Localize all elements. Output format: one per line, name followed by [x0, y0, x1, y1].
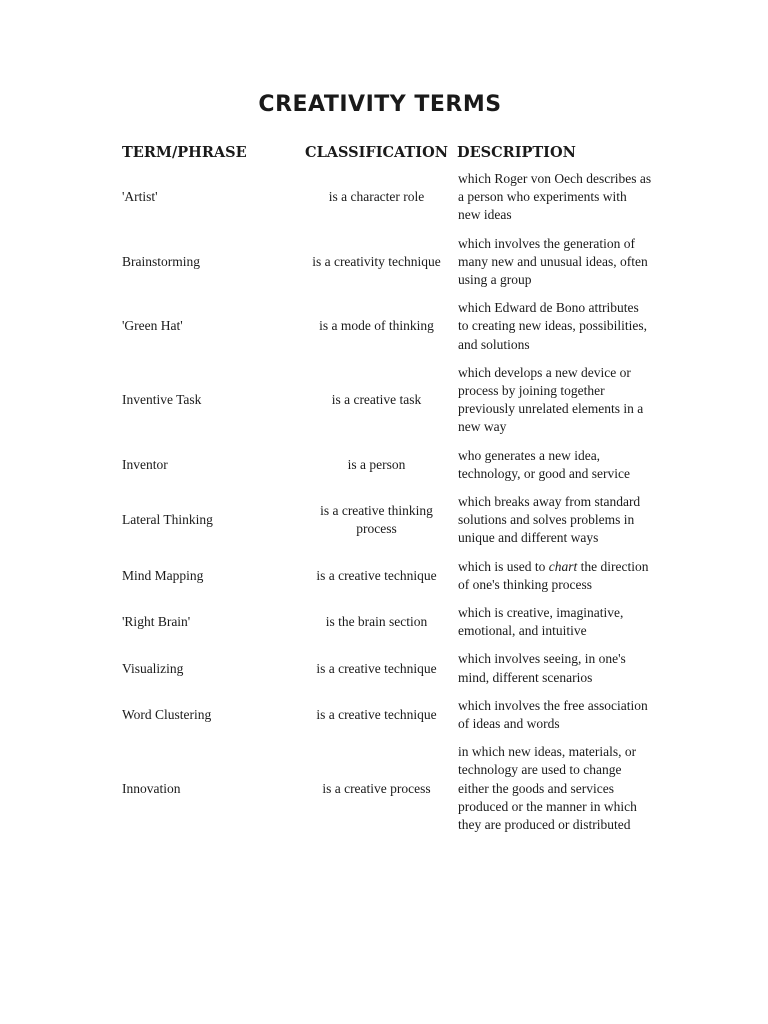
description-cell: which is creative, imaginative, emotional, and intuitive [458, 605, 624, 639]
description-cell: which Roger von Oech describes as a person who experiments with new ideas [458, 171, 652, 223]
description-cell: which Edward de Bono attributes to creating new ideas, possibilities, and solutions [458, 300, 647, 352]
description-cell [457, 558, 652, 604]
table-row [122, 235, 652, 300]
table-row [122, 604, 652, 650]
description-cell: who generates a new idea, technology, or good and service [458, 447, 630, 481]
classification-cell: is a creative technique [316, 706, 437, 722]
description-cell: in which new ideas, materials, or technology are used to change either the goods and services produced or the manner in which they are produced or distributed [458, 744, 637, 833]
description-text: which is used to [458, 558, 549, 574]
header-term: TERM/PHRASE [122, 144, 247, 161]
term-cell: Visualizing [122, 660, 184, 676]
terms-table [122, 142, 652, 844]
classification-cell: is a mode of thinking [319, 318, 434, 334]
table-row [122, 743, 652, 844]
description-text: the direction of one's thinking process [458, 558, 649, 592]
term-cell: Lateral Thinking [122, 512, 213, 528]
classification-cell: is the brain section [325, 614, 428, 630]
term-cell: Mind Mapping [122, 567, 204, 583]
term-cell: Inventive Task [122, 392, 202, 408]
classification-cell: is a creative thinking process [320, 503, 433, 537]
table-row [122, 170, 652, 235]
term-cell: 'Green Hat' [122, 318, 183, 334]
description-cell: which involves the generation of many new and unusual ideas, often using a group [458, 235, 648, 288]
term-cell: Inventor [122, 456, 168, 472]
table-row [122, 697, 652, 743]
classification-cell: is a character role [328, 189, 425, 205]
table-row [122, 650, 652, 696]
description-cell: which develops a new device or process by joining together previously unrelated elements in a new way [458, 364, 644, 435]
description-cell: which involves seeing, in one's mind, different scenarios [458, 651, 626, 685]
term-cell: Innovation [122, 780, 181, 796]
table-header-row [122, 142, 652, 170]
description-cell: which breaks away from standard solutions and solves problems in unique and different ways [458, 494, 641, 546]
classification-cell: is a creative technique [316, 660, 437, 676]
term-cell: Word Clustering [122, 706, 212, 722]
classification-cell: is a creative technique [316, 567, 437, 583]
classification-cell: is a creativity technique [312, 253, 441, 269]
table-row [122, 299, 652, 364]
term-cell: 'Artist' [122, 189, 158, 205]
classification-cell: is a creative task [331, 392, 422, 408]
table-row [122, 493, 652, 558]
classification-cell: is a person [347, 456, 406, 472]
classification-cell: is a creative process [322, 780, 431, 796]
header-description: DESCRIPTION [457, 144, 576, 161]
table-row [122, 558, 652, 604]
term-cell: 'Right Brain' [122, 614, 191, 630]
table-row [122, 364, 652, 447]
term-cell: Brainstorming [122, 253, 200, 269]
description-cell: which involves the free association of ideas and words [458, 697, 648, 732]
header-classification: CLASSIFICATION [305, 144, 448, 161]
table-row [122, 447, 652, 493]
description-emphasis: chart [548, 558, 578, 574]
page-title: CREATIVITY TERMS [258, 92, 502, 117]
